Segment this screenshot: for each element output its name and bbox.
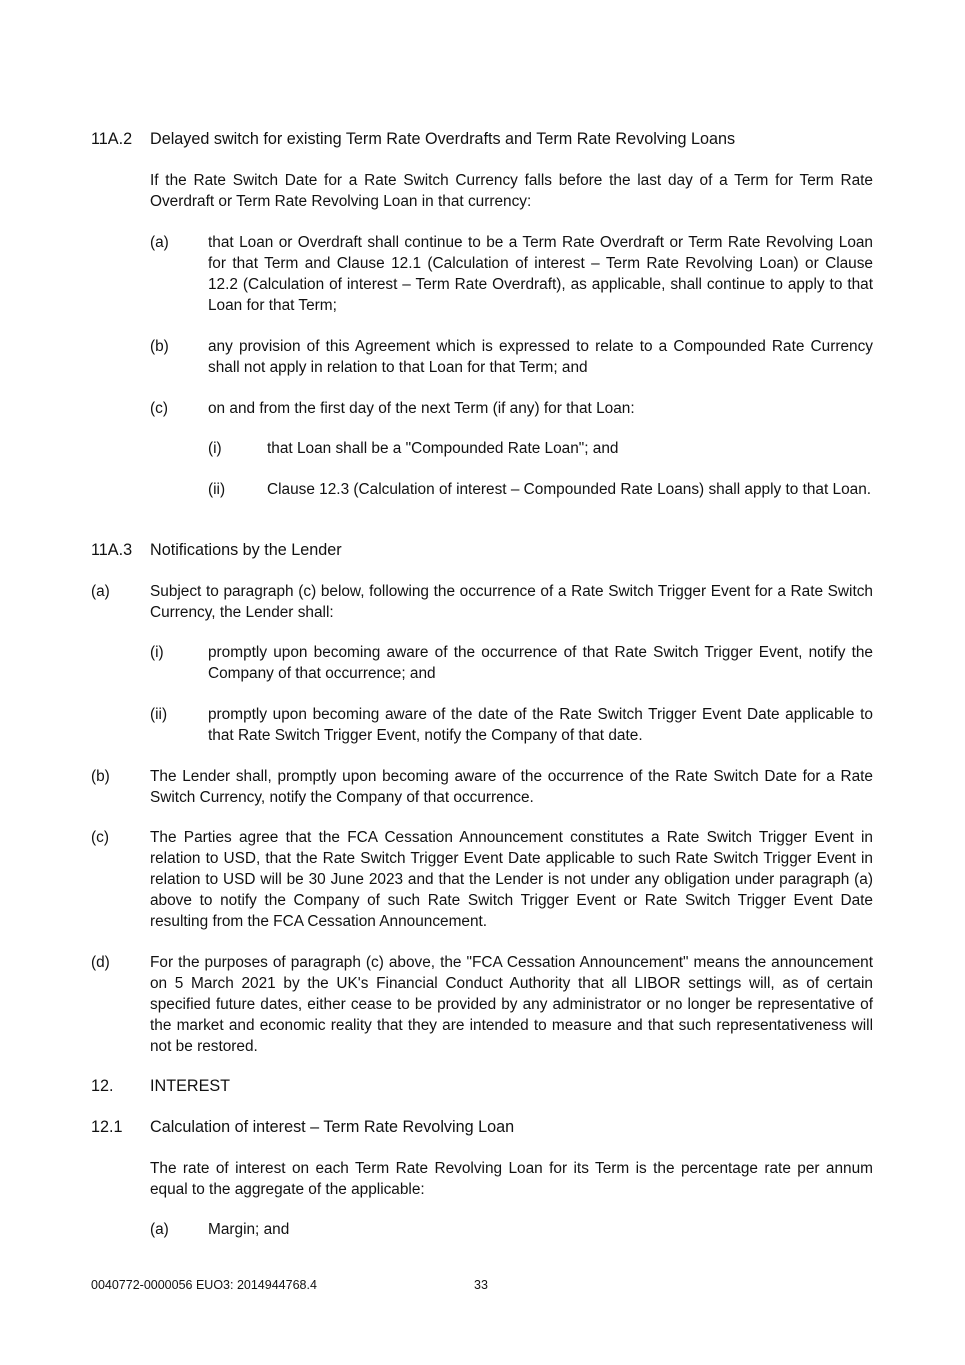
item-text: The Lender shall, promptly upon becoming aware of the occurrence of the Rate Switch Date for a Rate Switch Currency, notify the Company of that occurrence. — [150, 768, 873, 806]
item-label: (b) — [91, 768, 110, 785]
item-label: (i) — [208, 440, 222, 457]
paragraph: If the Rate Switch Date for a Rate Switch Currency falls before the last day of a Term for Term Rate Overdraft or Term Rate Revolving Loan in that currency: — [150, 172, 873, 210]
item-label: (i) — [150, 644, 164, 661]
section-title: INTEREST — [150, 1077, 231, 1095]
item-label: (a) — [150, 234, 169, 251]
section-number: 12.1 — [91, 1118, 123, 1136]
item-label: (d) — [91, 954, 110, 971]
item-text: For the purposes of paragraph (c) above, the "FCA Cessation Announcement" means the announcement on 5 March 2021 by the UK's Financial Conduct Authority that all LIBOR settings will, as of certain specified future dates, either cease to be provided by any administrator or no longer be representative of the market and economic reality that they are intended to measure and that such representativeness will not be restored. — [150, 954, 873, 1055]
section-number: 12. — [91, 1077, 114, 1095]
section-title: Delayed switch for existing Term Rate Overdrafts and Term Rate Revolving Loans — [150, 130, 736, 148]
item-text: that Loan or Overdraft shall continue to be a Term Rate Overdraft or Term Rate Revolving Loan for that Term and Clause 12.1 (Calculation of interest – Term Rate Revolving Loan) or Clause 12.2 (Calculation of interest – Term Rate Overdraft), as applicable, shall continue to apply to that Loan for that Term; — [208, 234, 873, 314]
footer-page-number: 33 — [474, 1278, 488, 1292]
item-text: Margin; and — [208, 1221, 290, 1238]
item-label: (ii) — [150, 706, 168, 723]
section-number: 11A.2 — [91, 130, 133, 148]
item-label: (a) — [150, 1221, 169, 1238]
item-label: (c) — [91, 829, 109, 846]
item-label: (b) — [150, 338, 169, 355]
item-text: Subject to paragraph (c) below, following the occurrence of a Rate Switch Trigger Event for a Rate Switch Currency, the Lender shall: — [150, 583, 873, 621]
footer-doc-ref: 0040772-0000056 EUO3: 2014944768.4 — [91, 1278, 317, 1292]
paragraph: The rate of interest on each Term Rate Revolving Loan for its Term is the percentage rate per annum equal to the aggregate of the applicable: — [150, 1160, 873, 1198]
item-text: that Loan shall be a "Compounded Rate Loan"; and — [267, 440, 619, 457]
item-text: any provision of this Agreement which is expressed to relate to a Compounded Rate Currency shall not apply in relation to that Loan for that Term; and — [208, 338, 873, 376]
item-text: on and from the first day of the next Term (if any) for that Loan: — [208, 400, 635, 417]
section-number: 11A.3 — [91, 541, 133, 559]
section-title: Notifications by the Lender — [150, 541, 342, 559]
item-label: (a) — [91, 583, 110, 600]
item-text: Clause 12.3 (Calculation of interest – Compounded Rate Loans) shall apply to that Loan. — [267, 481, 872, 498]
item-text: promptly upon becoming aware of the date of the Rate Switch Trigger Event Date applicable to that Rate Switch Trigger Event, notify the Company of that date. — [208, 706, 873, 744]
item-label: (ii) — [208, 481, 226, 498]
item-text: promptly upon becoming aware of the occurrence of that Rate Switch Trigger Event, notify the Company of that occurrence; and — [208, 644, 873, 682]
item-text: The Parties agree that the FCA Cessation Announcement constitutes a Rate Switch Trigger Event in relation to USD, that the Rate Switch Trigger Event Date applicable to such Rate Switch Trigger Event in relation to USD will be 30 June 2023 and that the Lender is not under any obligation under paragraph (a) above to notify the Company of such Rate Switch Trigger Event or Rate Switch Trigger Event Date resulting from the FCA Cessation Announcement. — [150, 829, 873, 930]
section-title: Calculation of interest – Term Rate Revolving Loan — [150, 1118, 515, 1136]
item-label: (c) — [150, 400, 168, 417]
